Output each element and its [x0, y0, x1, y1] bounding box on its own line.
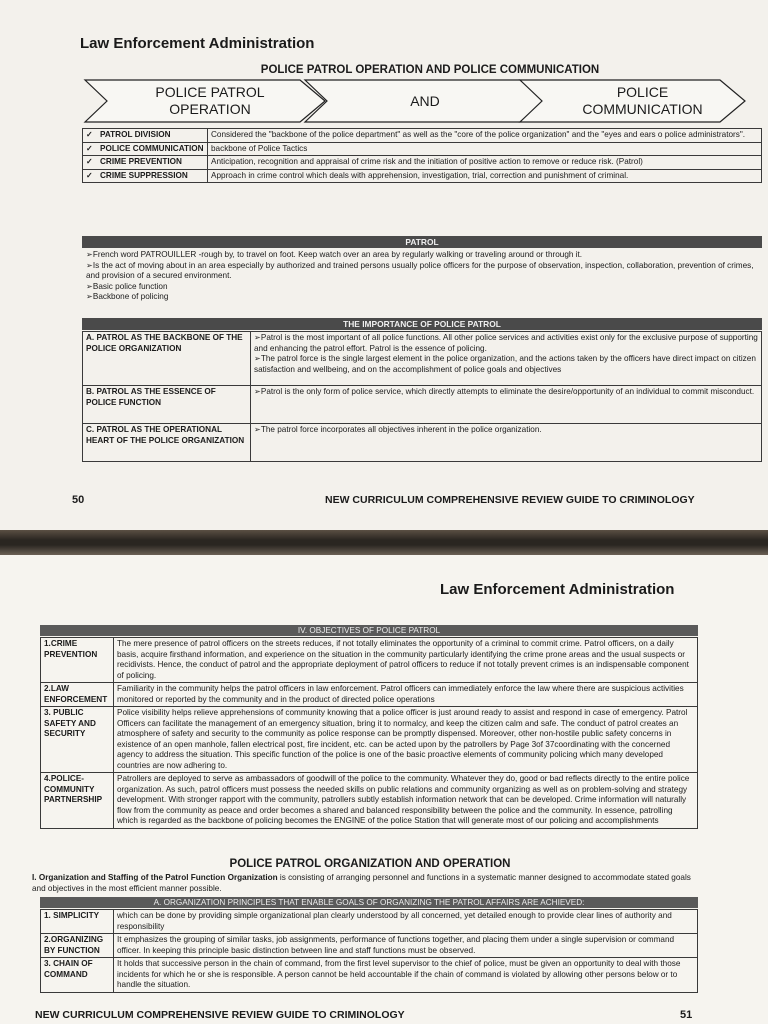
- principle-desc: which can be done by providing simple organizational plan clearly understood by all concerned, yet detailed enough to provide clear lines of authority and responsibility: [114, 910, 698, 934]
- table-row: [41, 707, 698, 773]
- definitions-table: [82, 128, 762, 183]
- section-title: POLICE PATROL OPERATION AND POLICE COMMUNICATION: [260, 64, 600, 76]
- footer-title: NEW CURRICULUM COMPREHENSIVE REVIEW GUIDE TO CRIMINOLOGY: [35, 1009, 405, 1021]
- objective-term: 2.LAW ENFORCEMENT: [41, 683, 114, 707]
- org-intro-rest: is consisting of arranging personnel and functions in a systematic manner designed to accommodate stated goals and objectives in the most efficient manner possible.: [32, 873, 691, 893]
- importance-term: C. PATROL AS THE OPERATIONAL HEART OF THE POLICE ORGANIZATION: [83, 424, 251, 462]
- check-icon: ✓: [86, 143, 93, 153]
- patrol-line: ➢Is the act of moving about in an area especially by authorized and trained persons usually police officers for the purpose of observation, inspection, collaboration, prevention of crimes, and provision of a secured environment.: [86, 260, 754, 281]
- table-row: [41, 683, 698, 707]
- page-number: 51: [680, 1009, 693, 1021]
- chevron-patrol-operation: [85, 80, 325, 122]
- patrol-line: ➢French word PATROUILLER -rough by, to travel on foot. Keep watch over an area by regularly walking or traveling around or through it.: [86, 250, 583, 259]
- objective-term: 1.CRIME PREVENTION: [41, 638, 114, 683]
- definition: Approach in crime control which deals with apprehension, investigation, trial, correction and punishment of criminal.: [208, 169, 762, 183]
- importance-term: B. PATROL AS THE ESSENCE OF POLICE FUNCTION: [83, 386, 251, 424]
- importance-desc: ➢Patrol is the only form of police service, which directly attempts to eliminate the desire/opportunity of an individual to commit misconduct.: [251, 386, 762, 424]
- table-row: [83, 169, 762, 183]
- principle-term: 3. CHAIN OF COMMAND: [41, 958, 114, 993]
- table-row: [83, 129, 762, 143]
- chevron-police-communication: [520, 80, 745, 122]
- term: CRIME PREVENTION: [100, 157, 182, 166]
- term: PATROL DIVISION: [100, 130, 171, 139]
- chevron-label: POLICE COMMUNICATION: [582, 84, 703, 117]
- definition: Considered the "backbone of the police department" as well as the "core of the police organization" and the "eyes and ears o police administrators".: [208, 129, 762, 143]
- table-row: [83, 332, 762, 386]
- principle-term: 1. SIMPLICITY: [41, 910, 114, 934]
- table-row: [41, 638, 698, 683]
- principle-desc: It holds that successive person in the chain of command, from the first level supervisor to the chief of police, must be given an opportunity to deal with those incidents for which he or she is responsible. A person cannot be held accountable if the chain of command is violated by allowing other persons below or to handle the situation.: [114, 958, 698, 993]
- org-title: POLICE PATROL ORGANIZATION AND OPERATION: [229, 858, 511, 870]
- principle-term: 2.ORGANIZING BY FUNCTION: [41, 934, 114, 958]
- table-row: [83, 142, 762, 156]
- objective-term: 3. PUBLIC SAFETY AND SECURITY: [41, 707, 114, 773]
- check-icon: ✓: [86, 170, 93, 180]
- table-row: [83, 424, 762, 462]
- check-icon: ✓: [86, 157, 93, 166]
- term: CRIME SUPPRESSION: [100, 170, 188, 180]
- table-row: [83, 156, 762, 170]
- running-title: Law Enforcement Administration: [440, 581, 675, 598]
- term: POLICE COMMUNICATION: [100, 143, 204, 153]
- objective-desc: Police visibility helps relieve apprehensions of community knowing that a police officer is just around ready to assist and respond in case of emergency. Patrol Officers can facilitate the management of an emergency situation, bring it to normalcy, and keep the citizen calm and safe. The conduct of patrol creates an atmosphere of safety and security to the community as police response can be promptly dispensed. Moreover, other non-hostile public safety concerns in existence of an open manhole, fallen electrical post, fire incident, etc. can be acted upon by the patrollers by Page 3of 37coordinating with the concerned agency to address the situation. This specific function of the police is one of the basic proactive elements of community policing which many developed countries are now adhering to.: [114, 707, 698, 773]
- table-row: [41, 934, 698, 958]
- chevron-label: AND: [410, 92, 440, 109]
- chevron-and: [305, 80, 545, 122]
- table-row: [41, 910, 698, 934]
- check-icon: ✓: [86, 130, 93, 139]
- definition: Anticipation, recognition and appraisal of crime risk and the initiation of positive action to remove or reduce risk. (Patrol): [208, 156, 762, 170]
- objectives-table: [40, 637, 698, 829]
- chevron-label: POLICE PATROL OPERATION: [155, 84, 265, 117]
- patrol-header: PATROL: [82, 236, 762, 248]
- importance-header: THE IMPORTANCE OF POLICE PATROL: [82, 318, 762, 330]
- principles-header: A. ORGANIZATION PRINCIPLES THAT ENABLE GOALS OF ORGANIZING THE PATROL AFFAIRS ARE ACHIEVED:: [40, 897, 698, 908]
- table-row: [41, 958, 698, 993]
- definition: backbone of Police Tactics: [208, 142, 762, 156]
- footer-title: NEW CURRICULUM COMPREHENSIVE REVIEW GUIDE TO CRIMINOLOGY: [325, 494, 695, 506]
- objective-desc: Patrollers are deployed to serve as ambassadors of goodwill of the police to the community. Whatever they do, good or bad reflects directly to the entire police organization. As such, patrol officers must possess the needed skills on public relations and community organizing as well as on problem-solving and strategy development. With stronger rapport with the community, patrollers subtly establish information network that can be developed. Crime information will naturally flow from the community as peace and order becomes a shared and balanced responsibility between the police and the community. In essence, patrolling which is regarded as the backbone of policing becomes the ENGINE of the police Station that will generate most of our policing and accomplishments: [114, 773, 698, 829]
- patrol-definition: [86, 250, 762, 303]
- objective-desc: Familiarity in the community helps the patrol officers in law enforcement. Patrol officers can immediately enforce the law where there are suspicious activities monitored or reported by the community and in the product of directed police operations: [114, 683, 698, 707]
- principle-desc: It emphasizes the grouping of similar tasks, job assignments, performance of functions together, and placing them under a single supervision or command officer. In keeping this principle basic distinction between line and staff functions must be observed.: [114, 934, 698, 958]
- org-intro: [32, 873, 702, 894]
- principles-table: [40, 909, 698, 993]
- org-intro-bold: I. Organization and Staffing of the Patrol Function Organization: [32, 873, 278, 882]
- page-number: 50: [72, 494, 85, 506]
- objective-term: 4.POLICE-COMMUNITY PARTNERSHIP: [41, 773, 114, 829]
- running-title: Law Enforcement Administration: [80, 35, 315, 52]
- importance-term: A. PATROL AS THE BACKBONE OF THE POLICE ORGANIZATION: [83, 332, 251, 386]
- importance-desc: ➢The patrol force incorporates all objectives inherent in the police organization.: [251, 424, 762, 462]
- objective-desc: The mere presence of patrol officers on the streets reduces, if not totally eliminates the opportunity of a criminal to commit crime. Patrol officers, on a daily basis, acquire firsthand information, and experience on the situation in the community particularly identifying the crime prone areas and the usual suspects or recidivists. Hence, the conduct of patrol and the appropriate deployment of patrol officers to reduce if not totally prevent crimes is an indispensable component of policing.: [114, 638, 698, 683]
- patrol-line: ➢Basic police function: [86, 281, 168, 291]
- book-page-51: [0, 555, 768, 1024]
- objectives-header: IV. OBJECTIVES OF POLICE PATROL: [40, 625, 698, 636]
- table-row: [41, 773, 698, 829]
- importance-table: [82, 331, 762, 462]
- importance-desc: ➢Patrol is the most important of all police functions. All other police services and activities exist only for the exclusive purpose of supporting and enhancing the patrol effort. Patrol is the essence of policing. ➢The patrol force is the single largest element in the police organization, and the actions taken by the officers have direct impact on citizen satisfaction and wellbeing, and on the accomplishment of police goals and objectives: [251, 332, 762, 386]
- table-row: [83, 386, 762, 424]
- patrol-line: ➢Backbone of policing: [86, 292, 169, 302]
- book-spine-gap: [0, 530, 768, 555]
